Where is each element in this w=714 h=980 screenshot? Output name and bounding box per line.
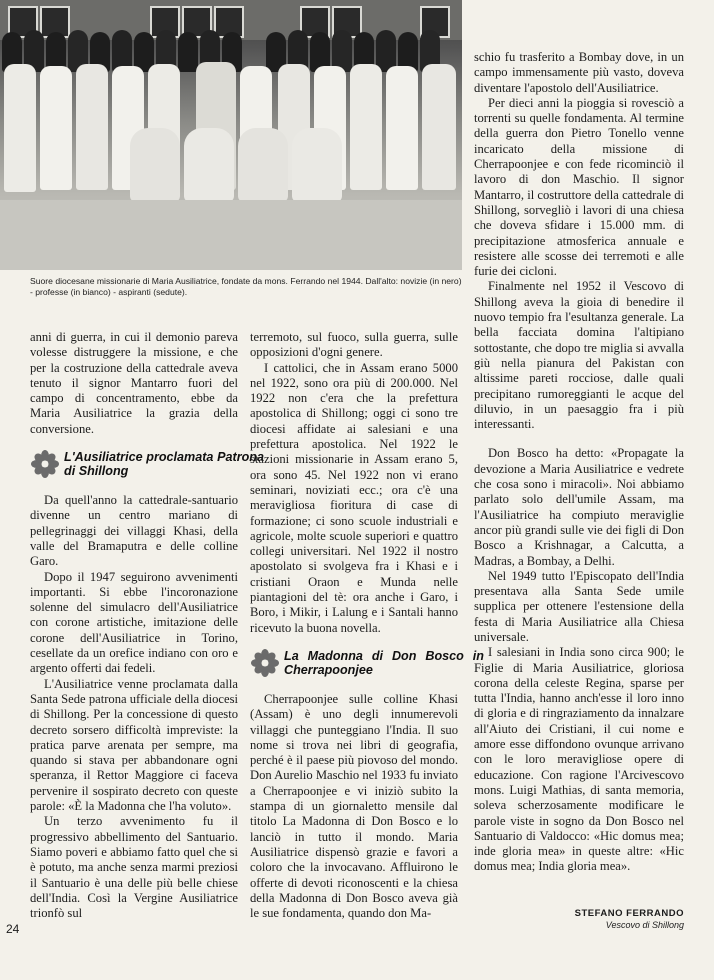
column-1 [30,330,264,921]
col1-intro-paragraph: anni di guerra, in cui il demonio pareva volesse distruggere la missione, e che per la costruzione della cattedrale aveva tenuto il signor Mantarro fuori del campo di concentramento, ebbe da Maria Ausiliatrice la grazia della conversione. [30,330,238,436]
flower-ornament-icon [250,648,280,678]
column-3 [474,50,684,875]
author-signature [470,908,684,930]
col1-paragraph: Un terzo avvenimento fu il progressivo abbellimento del Santuario. Siamo poveri e abbiamo fatto quel che si è potuto, ma anche senza marmi preziosi il Santuario è una delle più belle chiese dell'India. Così la Vergine Ausiliatrice trionfò sul [30,814,238,921]
flower-ornament-icon [30,449,60,479]
heading-text: L'Ausiliatrice proclamata Patrona di Shillong [64,450,264,479]
col3-paragraph: Nel 1949 tutto l'Episcopato dell'India presentava alla Santa Sede umile supplica per ottenere l'estensione della festa di Maria Ausiliatrice alla Chiesa universale. [474,568,684,644]
photo-caption: Suore diocesane missionarie di Maria Ausiliatrice, fondate da mons. Ferrando nel 1944. Dall'alto: novizie (in nero) - professe (in bianco) - aspiranti (sedute). [30,276,462,297]
group-photo [0,0,462,270]
col1-paragraph: L'Ausiliatrice venne proclamata dalla Santa Sede patrona ufficiale della diocesi di Shillong. Per la concessione di questo decreto sorsero difficoltà impreviste: la pratica parve arenata per sempre, ma quando si stava per abbandonare ogni speranza, il Rettor Maggiore ci faceva pervenire il sospirato decreto con queste parole: «È la Madonna che l'ha voluto». [30,676,238,814]
col2-paragraph: I cattolici, che in Assam erano 5000 nel 1922, sono ora più di 200.000. Nel 1922 non c'era che la prefettura apostolica di Shillong; oggi ci sono tre diocesi affidate ai salesiani e una prefettura apostolica. Nel 1922 le stazioni missionarie in Assam erano 5, ora sono 45. Nel 1922 non vi erano seminari, noviziati ecc.; ora c'è una meravigliosa fioritura di case di formazione; ci sono scuole industriali e agricole, molte scuole superiori e quattro collegi universitari. Nel 1922 il nostro apostolato si svolgeva fra i Khasi e i cristiani Oraon e Munda nelle piantagioni del tè: ora anche i Garo, i Boro, i Mikir, i Lalung e i Santali hanno ricevuto la buona novella. [250,360,458,635]
col3-paragraph: schio fu trasferito a Bombay dove, in un campo immensamente più vasto, doveva diventare l'apostolo dell'Ausiliatrice. [474,50,684,95]
page-number: 24 [6,922,20,936]
col3-paragraph: I salesiani in India sono circa 900; le Figlie di Maria Ausiliatrice, gloriosa corona della celeste Regina, sparse per tutta l'India, hanno anch'esse il loro inno di gloria e di ringraziamento da innalzare all'Aiuto dei Cristiani, il cui nome e amore esse diffondono ovunque arrivano con le loro meravigliose opere di educazione. Con ragione l'Arcivescovo mons. Luigi Mathias, di santa memoria, soleva scherzosamente modificare le parole viste in sogno da Don Bosco nel Santuario di Valdocco: «Hic domus mea; inde gloria mea» in queste altre: «Hic domus mea; India gloria mea». [474,645,684,874]
col1-paragraph: Da quell'anno la cattedrale-santuario divenne un centro mariano di pellegrinaggi dei villaggi Khasi, della valle del Bramaputra e delle colline Garo. [30,493,238,569]
col1-paragraph: Dopo il 1947 seguirono avvenimenti importanti. Si ebbe l'incoronazione solenne del simulacro dell'Ausiliatrice con corone artistiche, imitazione delle corone dell'Ausiliatrice in Torino, cesellate da un orefice indiano con oro e argento offerti dai fedeli. [30,569,238,676]
column-2 [250,330,484,921]
heading-text: La Madonna di Don Bosco in Cherrapoonjee [284,648,484,677]
author-role: Vescovo di Shillong [605,920,684,930]
section-heading-cherrapoonjee [250,648,484,682]
author-name: STEFANO FERRANDO [574,908,684,919]
col3-paragraph: Don Bosco ha detto: «Propagate la devozione a Maria Ausiliatrice e vedrete che cosa sono i miracoli». Noi abbiamo parlato solo dell'umile Assam, ma l'Ausiliatrice ha compiuto meraviglie ancor più grandi sulle vie dei figli di Don Bosco a Krishnagar, a Calcutta, a Madras, a Bombay, a Delhi. [474,446,684,568]
col3-paragraph: Finalmente nel 1952 il Vescovo di Shillong aveva la gioia di benedire il nuovo tempio fra l'esultanza generale. La bella facciata domina l'altipiano sottostante, che dopo tre miglia si avvalla giù nella pianura del Pakistan con altissime pareti rocciose, dalle quali precipitano rumoreggianti le acque del diluvio, in un paesaggio fra i più interessanti. [474,279,684,432]
col3-paragraph: Per dieci anni la pioggia si rovesciò a torrenti su quelle fondamenta. Al termine della guerra don Pietro Tonello venne incaricato della missione di Cherrapoonjee e con fede ricominciò il lavoro di don Maschio. Il signor Mantarro, il costruttore della cattedrale di Shillong, sorvegliò i lavori di una chiesa che doveva sfidare i 15.000 mm. di precipitazione atmosferica annuale e resistere alle scosse dei terremoti e alle furie dei cicloni. [474,95,684,279]
col2-paragraph: terremoto, sul fuoco, sulla guerra, sulle opposizioni d'ogni genere. [250,330,458,360]
section-heading-patrona [30,449,264,483]
col2-paragraph: Cherrapoonjee sulle colline Khasi (Assam) è uno degli innumerevoli villaggi che punteggiano l'India. Il suo nome si trova nei libri di geografia, perché è il paese più piovoso del mondo. Don Aurelio Maschio nel 1933 fu inviato a Cherrapoonjee e vi iniziò subito la stampa di un giornaletto mensile dal titolo La Madonna di Don Bosco e lo lanciò in tutto il mondo. Maria Ausiliatrice dispensò grazie e favori a coloro che la invocavano. Affluirono le offerte di devoti riconoscenti e la chiesa della Madonna di Don Bosco aveva già le sue fondamenta, quando don Ma- [250,691,458,921]
